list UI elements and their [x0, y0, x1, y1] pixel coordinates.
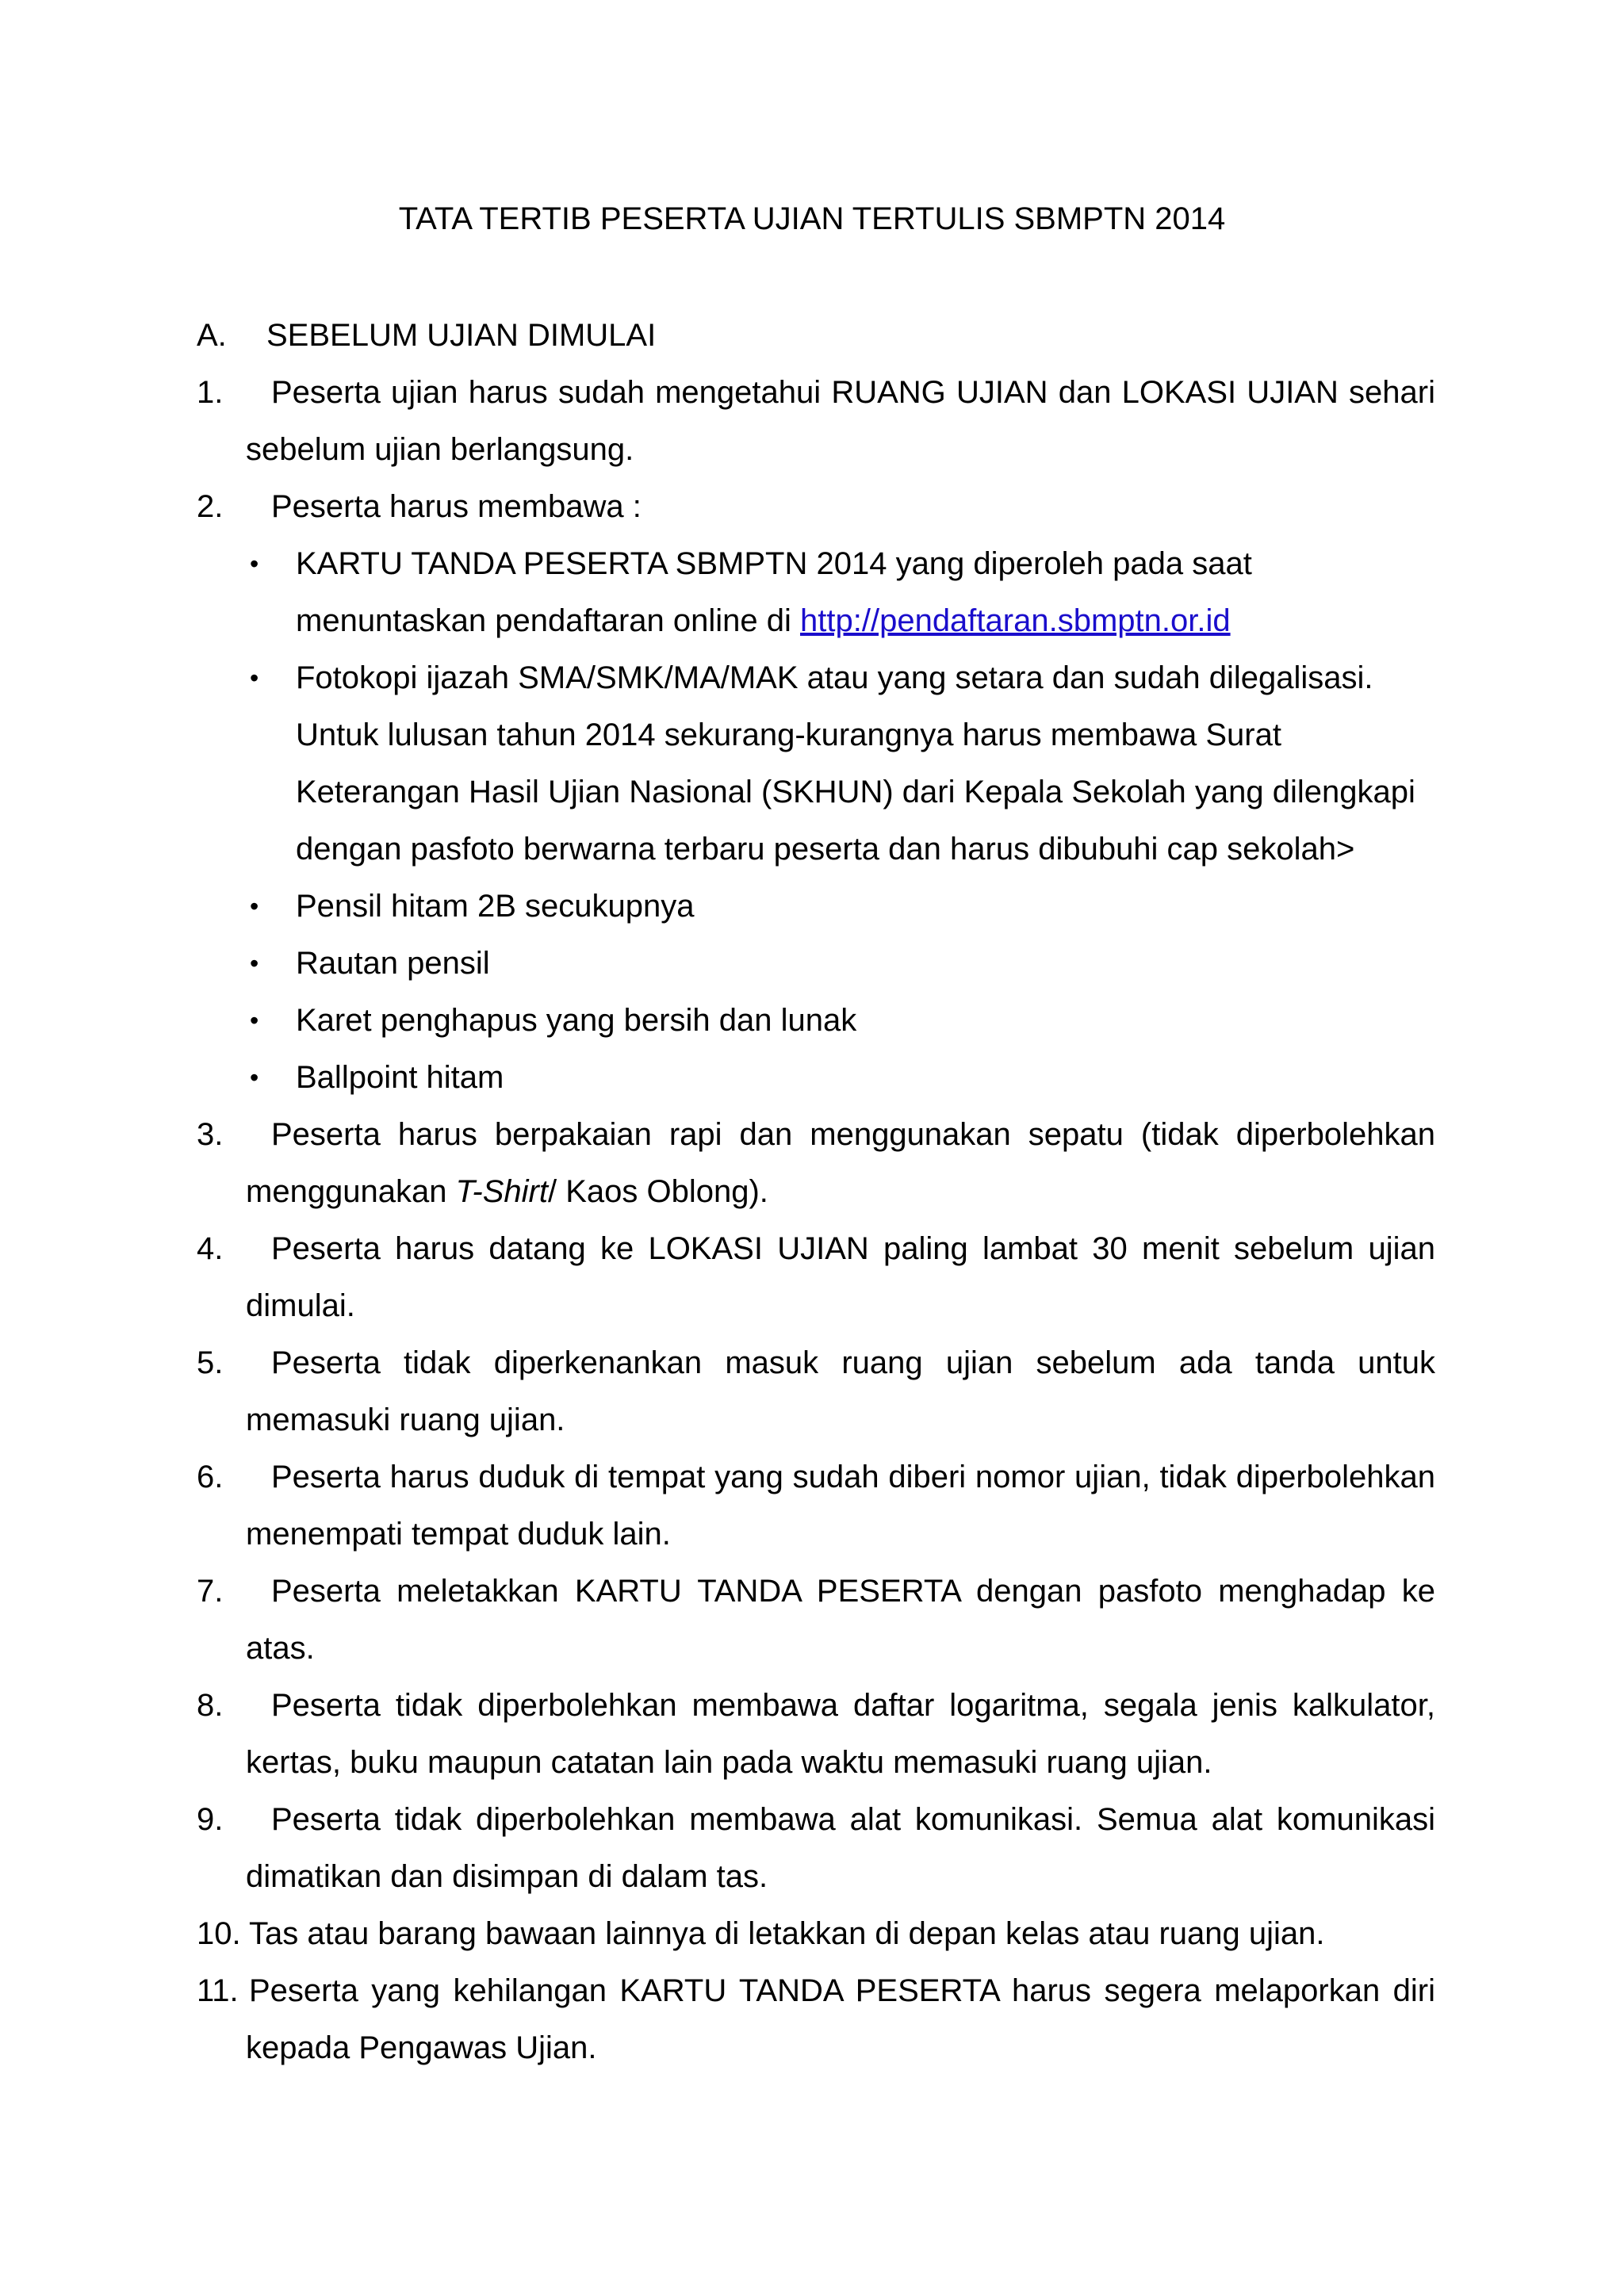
rules-list [197, 364, 1435, 2076]
bullet-marker: • [250, 549, 259, 578]
rule-item-1 [197, 364, 1435, 478]
rule-text: Peserta yang kehilangan KARTU TANDA PESERTA harus segera melaporkan diri kepada Pengawas Ujian. [246, 1973, 1435, 2065]
required-items-list [197, 535, 1435, 1106]
rule-item-3 [197, 1106, 1435, 1220]
rule-item-5 [197, 1334, 1435, 1448]
rule-text-part: Peserta harus berpakaian rapi dan menggunakan sepatu (tidak diperbolehkan menggunakan [246, 1117, 1435, 1209]
rule-number: 3. [197, 1117, 224, 1152]
bullet-marker: • [250, 1063, 259, 1092]
rule-item-11 [197, 1962, 1435, 2076]
rule-text: Peserta harus membawa : [271, 489, 642, 524]
rule-text-part: / Kaos Oblong). [547, 1174, 768, 1209]
rule-text [246, 1117, 1435, 1209]
rule-item-2 [197, 478, 1435, 535]
registration-link[interactable]: http://pendaftaran.sbmptn.or.id [800, 603, 1231, 638]
rule-number: 9. [197, 1802, 224, 1837]
bullet-marker: • [250, 892, 259, 920]
bullet-item [197, 1049, 1435, 1106]
rule-number: 6. [197, 1460, 224, 1494]
bullet-item [197, 935, 1435, 992]
section-letter: A. [197, 318, 227, 353]
bullet-item [197, 535, 1435, 649]
bullet-text: KARTU TANDA PESERTA SBMPTN 2014 yang diperoleh pada saat menuntaskan pendaftaran online di [296, 546, 1252, 638]
rule-item-10 [197, 1905, 1435, 1962]
rule-text: Peserta tidak diperkenankan masuk ruang ujian sebelum ada tanda untuk memasuki ruang ujian. [246, 1345, 1435, 1437]
bullet-text: Karet penghapus yang bersih dan lunak [296, 1003, 857, 1038]
rule-item-4 [197, 1220, 1435, 1334]
section-heading-text: SEBELUM UJIAN DIMULAI [266, 318, 657, 353]
rule-text-italic: T-Shirt [455, 1174, 548, 1209]
bullet-text: Fotokopi ijazah SMA/SMK/MA/MAK atau yang setara dan sudah dilegalisasi. Untuk lulusan tahun 2014 sekurang-kurangnya harus membawa Surat Keterangan Hasil Ujian Nasional (SKHUN) dari Kepala Sekolah yang dilengkapi dengan pasfoto berwarna terbaru peserta dan harus dibubuhi cap sekolah> [296, 660, 1415, 867]
rule-number: 10. [197, 1916, 241, 1951]
rule-item-7 [197, 1563, 1435, 1677]
bullet-item [197, 649, 1435, 878]
rule-text: Peserta tidak diperbolehkan membawa daftar logaritma, segala jenis kalkulator, kertas, buku maupun catatan lain pada waktu memasuki ruang ujian. [246, 1688, 1435, 1780]
bullet-text: Ballpoint hitam [296, 1060, 504, 1095]
rule-text: Peserta harus duduk di tempat yang sudah diberi nomor ujian, tidak diperbolehkan menempati tempat duduk lain. [246, 1460, 1435, 1552]
rule-text: Peserta harus datang ke LOKASI UJIAN paling lambat 30 menit sebelum ujian dimulai. [246, 1231, 1435, 1323]
bullet-text: Pensil hitam 2B secukupnya [296, 889, 695, 924]
section-heading [197, 307, 656, 364]
rule-number: 8. [197, 1688, 224, 1723]
bullet-item [197, 992, 1435, 1049]
bullet-marker: • [250, 949, 259, 978]
rule-item-6 [197, 1448, 1435, 1563]
rule-item-9 [197, 1791, 1435, 1905]
bullet-marker: • [250, 664, 259, 692]
bullet-marker: • [250, 1006, 259, 1035]
rule-number: 11. [197, 1973, 239, 2008]
rule-text: Peserta ujian harus sudah mengetahui RUANG UJIAN dan LOKASI UJIAN sehari sebelum ujian berlangsung. [246, 375, 1435, 467]
document-title: TATA TERTIB PESERTA UJIAN TERTULIS SBMPTN 2014 [398, 201, 1226, 236]
rule-text: Peserta meletakkan KARTU TANDA PESERTA dengan pasfoto menghadap ke atas. [246, 1574, 1435, 1666]
rule-text: Peserta tidak diperbolehkan membawa alat komunikasi. Semua alat komunikasi dimatikan dan disimpan di dalam tas. [246, 1802, 1435, 1894]
rule-text: Tas atau barang bawaan lainnya di letakkan di depan kelas atau ruang ujian. [249, 1916, 1325, 1951]
rule-number: 4. [197, 1231, 224, 1266]
rule-item-8 [197, 1677, 1435, 1791]
rule-number: 2. [197, 489, 224, 524]
bullet-item [197, 878, 1435, 935]
bullet-text: Rautan pensil [296, 946, 490, 981]
rule-number: 7. [197, 1574, 224, 1609]
rule-number: 5. [197, 1345, 224, 1380]
rule-number: 1. [197, 375, 224, 410]
